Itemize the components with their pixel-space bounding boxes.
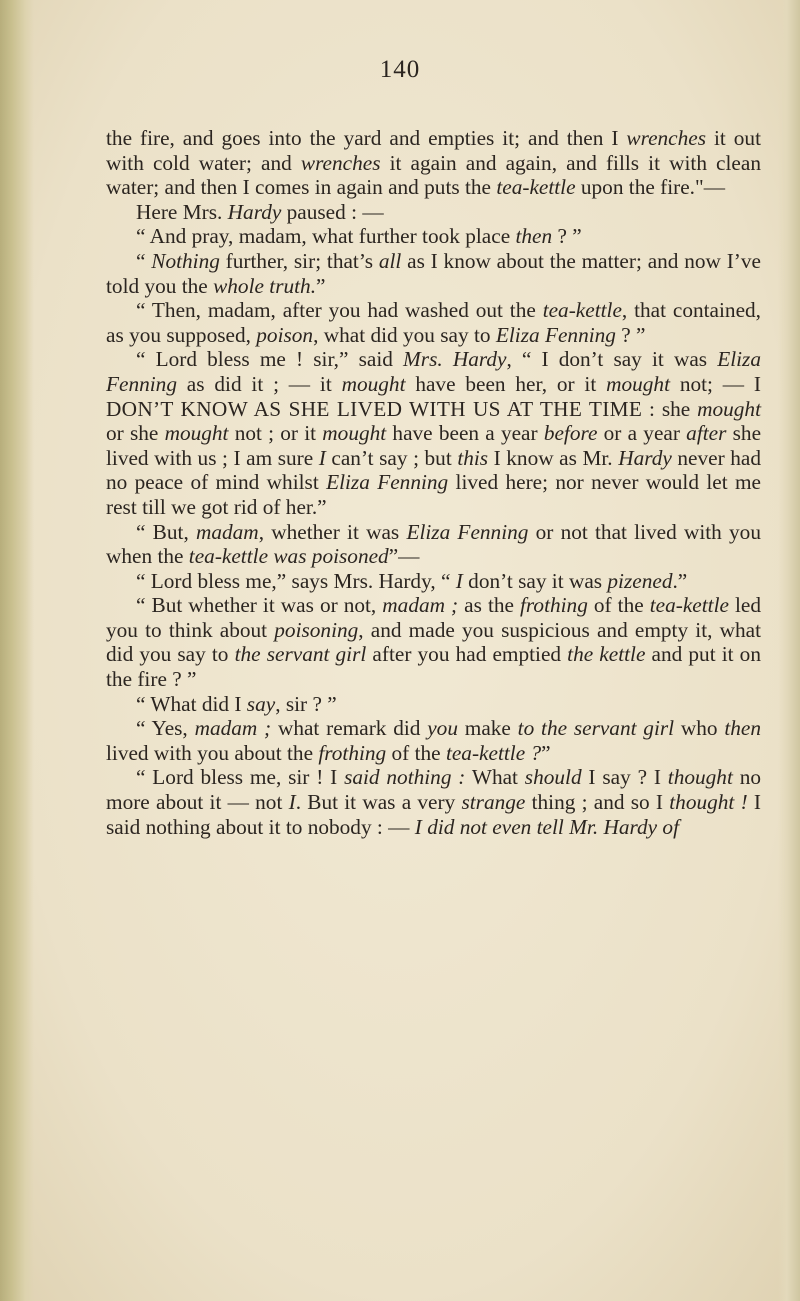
- paragraph: “ But whether it was or not, madam ; as the frothing of the tea-kettle led you to think about poisoning, and made you suspicious and empty it, what did you say to the servant girl after you had emptied the kettle and put it on the fire ? ”: [106, 593, 762, 692]
- body-text: [106, 126, 761, 839]
- paragraph: “ Lord bless me,” says Mrs. Hardy, “ I don’t say it was pizened.”: [136, 568, 688, 593]
- paragraph: “ Lord bless me, sir ! I said nothing : What should I say ? I thought no more about it — not I. But it was a very strange thing ; and so I thought ! I said nothing about it to nobody : — I did not even tell Mr. Hardy of: [106, 765, 761, 839]
- paragraph: “ But, madam, whether it was Eliza Fenning or not that lived with you when the tea-kettle was poisoned”—: [106, 519, 761, 569]
- paragraph: the fire, and goes into the yard and empties it; and then I wrenches it out with cold water; and wrenches it again and again, and fills it with clean water; and then I comes in again and puts the tea-kettle upon the fire."—: [106, 126, 761, 200]
- page-binding-shadow: [0, 0, 34, 1301]
- paragraph: “ Then, madam, after you had washed out the tea-kettle, that contained, as you supposed, poison, what did you say to Eliza Fenning ? ”: [106, 298, 761, 347]
- paragraph: “ Lord bless me ! sir,” said Mrs. Hardy, “ I don’t say it was Eliza Fenning as did it ; — it mought have been her, or it mought not; — I DON’T KNOW AS SHE LIVED WITH US AT THE TIME : she mought or she mought not ; or it mought have been a year before or a year after she lived with us ; I am sure I can’t say ; but this I know as Mr. Hardy never had no peace of mind whilst Eliza Fenning lived here; nor never would let me rest till we got rid of her.”: [106, 347, 762, 519]
- paragraph: Here Mrs. Hardy paused : —: [136, 199, 384, 224]
- paragraph: “ Nothing further, sir; that’s all as I know about the matter; and now I’ve told you the whole truth.”: [106, 248, 761, 298]
- paragraph: “ What did I say, sir ? ”: [136, 691, 337, 716]
- page-edge-shadow: [778, 0, 800, 1301]
- page-number: 140: [379, 56, 421, 83]
- paragraph: “ And pray, madam, what further took place then ? ”: [136, 224, 582, 249]
- paragraph: “ Yes, madam ; what remark did you make to the servant girl who then lived with you about the frothing of the tea-kettle ?”: [106, 716, 762, 765]
